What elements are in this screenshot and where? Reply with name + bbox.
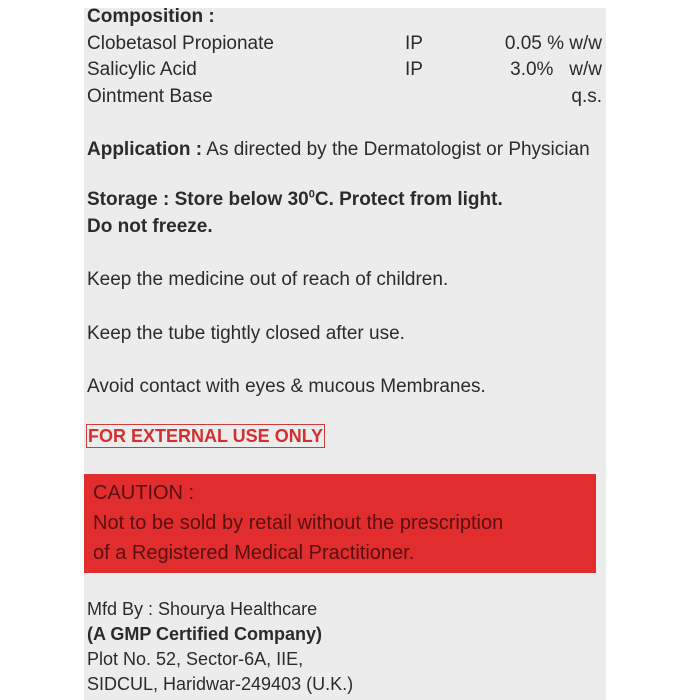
application-line <box>87 139 590 161</box>
ingredient-name: Salicylic Acid <box>87 59 197 80</box>
caution-title: CAUTION : <box>93 482 195 504</box>
external-use-badge: FOR EXTERNAL USE ONLY <box>88 426 324 446</box>
storage-label: Storage : Store below 30 <box>87 189 309 210</box>
manufacturer-line: Mfd By : Shourya Healthcare <box>87 599 318 619</box>
ingredient-grade: IP <box>405 59 423 80</box>
storage-line2: Do not freeze. <box>87 216 213 237</box>
note-line: Keep the medicine out of reach of children. <box>87 269 449 290</box>
ingredient-amount: 3.0% w/w <box>510 59 602 80</box>
caution-line: Not to be sold by retail without the prescription <box>93 512 504 534</box>
ingredient-name: Clobetasol Propionate <box>87 33 274 54</box>
degree-mark: 0 <box>308 188 315 201</box>
note-line: Avoid contact with eyes & mucous Membranes. <box>87 376 486 397</box>
label-panel <box>84 8 606 700</box>
application-label: Application : <box>87 139 203 160</box>
application-text: As directed by the Dermatologist or Physician <box>202 139 590 160</box>
caution-line: of a Registered Medical Practitioner. <box>93 542 415 564</box>
ingredient-grade: IP <box>405 33 423 54</box>
manufacturer-address: SIDCUL, Haridwar-249403 (U.K.) <box>87 674 354 694</box>
storage-rest: C. Protect from light. <box>314 189 503 210</box>
note-line: Keep the tube tightly closed after use. <box>87 323 405 344</box>
ingredient-amount: 0.05 % w/w <box>504 33 602 54</box>
ingredient-name: Ointment Base <box>87 86 213 107</box>
composition-heading: Composition : <box>87 6 215 27</box>
storage-line <box>87 189 503 211</box>
ingredient-amount: q.s. <box>571 86 602 107</box>
caution-box <box>84 474 596 573</box>
manufacturer-address: Plot No. 52, Sector-6A, IIE, <box>87 649 304 669</box>
manufacturer-gmp: (A GMP Certified Company) <box>87 624 323 644</box>
